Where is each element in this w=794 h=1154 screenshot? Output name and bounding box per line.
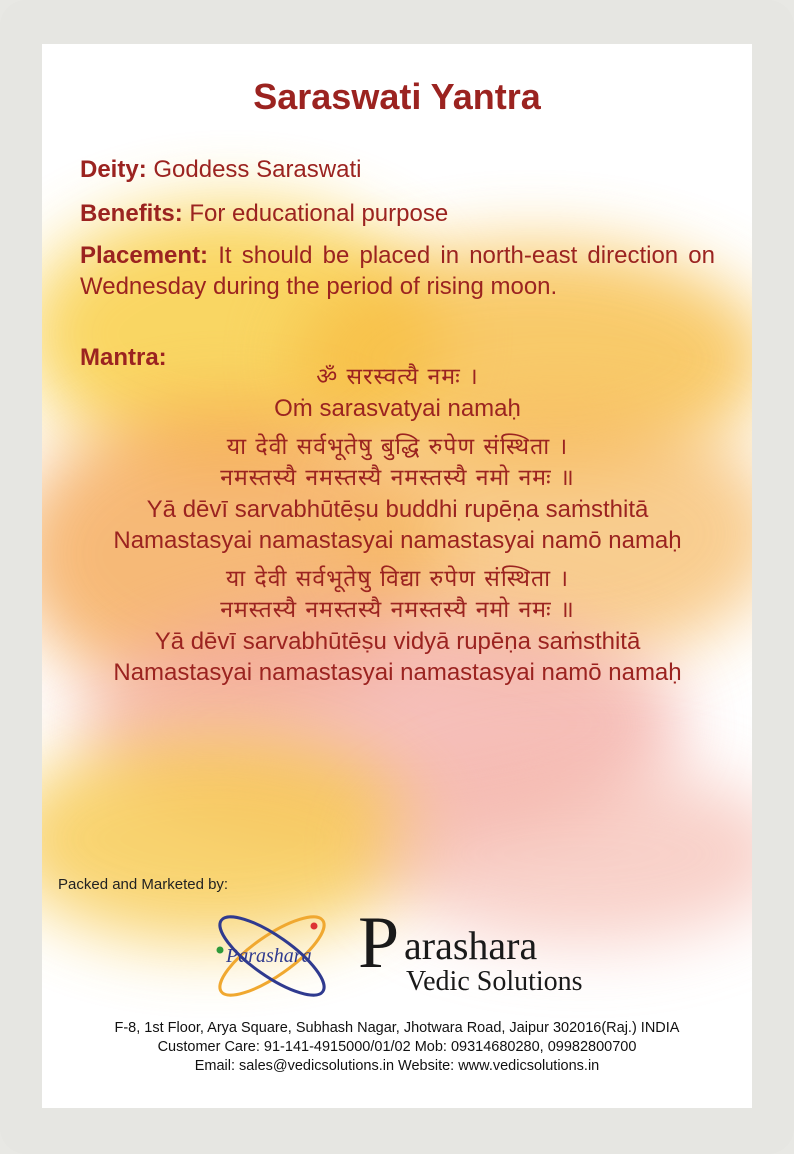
footer-phones: Customer Care: 91-141-4915000/01/02 Mob: 09314680280, 09982800700 [157, 1039, 637, 1055]
benefits-value: For educational purpose [189, 200, 449, 227]
packed-by-label: Packed and Marketed by: [58, 876, 229, 893]
deity-field [80, 154, 715, 185]
footer-contact [42, 1019, 752, 1076]
mantra-line: Yā dēvī sarvabhūtēṣu vidyā rupēṇa saṁsthitā [154, 628, 641, 655]
footer-address: F-8, 1st Floor, Arya Square, Subhash Nagar, Jhotwara Road, Jaipur 302016(Raj.) INDIA [114, 1020, 680, 1036]
mantra-line: या देवी सर्वभूतेषु विद्या रुपेण संस्थिता । [225, 566, 570, 592]
benefits-label: Benefits: [80, 200, 183, 227]
page-title: Saraswati Yantra [253, 76, 541, 117]
deity-label: Deity: [80, 156, 147, 183]
mantra-line: Namastasyai namastasyai namastasyai namō namaḥ [113, 659, 682, 686]
mantra-line: नमस्तस्यै नमस्तस्यै नमस्तस्यै नमो नमः ॥ [220, 597, 575, 623]
placement-field [80, 240, 715, 302]
brand-subtitle: Vedic Solutions [406, 966, 583, 997]
mantra-line: Oṁ sarasvatyai namaḥ [274, 395, 521, 422]
mantra-line: ॐ सरस्वत्यै नमः । [316, 364, 479, 390]
footer-email-website: Email: sales@vedicsolutions.in Website: www.vedicsolutions.in [194, 1058, 600, 1074]
yantra-card [42, 44, 752, 1108]
placement-value: It should be placed in north-east direction on Wednesday during the period of rising moon. [80, 242, 715, 300]
benefits-field [80, 198, 715, 229]
brand-name: arashara [404, 923, 538, 968]
logo-wordmark: Parashara [226, 945, 312, 967]
card-content [42, 44, 752, 1108]
mantra-label: Mantra: [80, 344, 167, 371]
mantra-line: Yā dēvī sarvabhūtēṣu buddhi rupēṇa saṁsthitā [146, 496, 649, 523]
parashara-logo-icon [202, 908, 342, 1004]
placement-label: Placement: [80, 242, 209, 269]
brand-initial: P [358, 902, 400, 984]
mantra-line: Namastasyai namastasyai namastasyai namō namaḥ [113, 527, 682, 554]
deity-value: Goddess Saraswati [153, 156, 362, 183]
mantra-line: नमस्तस्यै नमस्तस्यै नमस्तस्यै नमो नमः ॥ [220, 465, 575, 491]
mantra-text [80, 362, 715, 688]
mantra-line: या देवी सर्वभूतेषु बुद्धि रुपेण संस्थिता । [226, 434, 569, 460]
